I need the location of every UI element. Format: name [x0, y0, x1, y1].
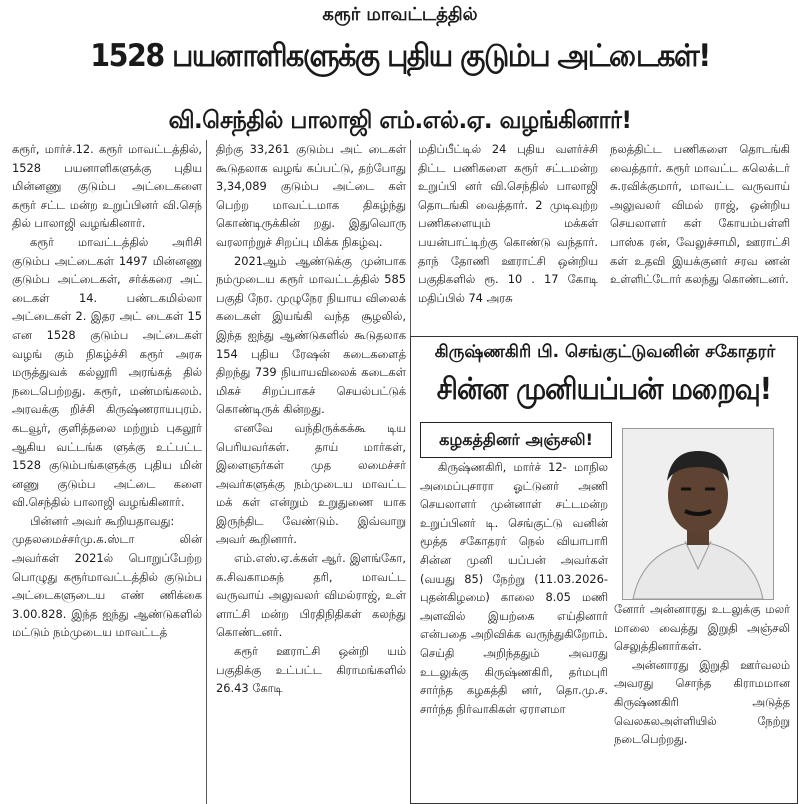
- obituary-subhead: கழகத்தினர் அஞ்சலி!: [420, 422, 612, 458]
- obituary-headline: சின்ன முனியப்பன் மறைவு!: [436, 372, 772, 407]
- kicker: கரூர் மாவட்டத்தில்: [322, 4, 478, 25]
- paragraph: கிருஷ்ணகிரி, மார்ச் 12- மாநில அமைப்புசாரா ஓட்டுனர் அணி செயலாளர் முன்னாள் சட்டமன்ற உறுப்பினர் டி. செங்குட்டு வனின் மூத்த சகோதரர் நெல் வியாபாரி சின்ன முனி யப்பன் அவர்கள் (வயது 85) நேற்று (11.03.2026- புதன்கிழமை) காலை 8.05 மணி அளவில் இயற்கை எய்தினார் என்பதை அறிவிக்க வருந்துகிறோம். செய்தி அறிந்ததும் அவரது உடலுக்கு கிருஷ்ணகிரி, தர்மபுரி சார்ந்த கழகத்தி னர், தொ.மு.ச. சார்ந்த நிர்வாகிகள் ஏராளமா: [420, 460, 608, 716]
- paragraph: பின்னர் அவர் கூறியதாவது:: [30, 513, 175, 528]
- paragraph: னோர் அன்னாரது உடலுக்கு மலர் மாலை வைத்து இறுதி அஞ்சலி செலுத்தினார்கள்.: [614, 602, 790, 654]
- obituary-column-1: [420, 458, 608, 718]
- paragraph: எம்.எஸ்.ஏ.க்கள் ஆர். இளங்கோ, க.சிவகாமசுந் தரி, மாவட்ட வருவாய் அலுவலர் விமல்ராஜ், உள் ளாட்சி மன்ற பிரதிநிதிகள் கலந்து கொண்டனர்.: [216, 551, 406, 640]
- headline: 1528 பயனாளிகளுக்கு புதிய குடும்ப அட்டைகள்!: [90, 38, 710, 74]
- paragraph: திற்கு 33,261 குடும்ப அட் டைகள் கூடுதலாக வழங் கப்பட்டு, தற்போது 3,34,089 குடும்ப அட்டை கள் பெற்ற மாவட்டமாக திகழ்ந்து கொண்டிருக்கின் றது. இதுவொரு வரலாற்றுச் சிறப்பு மிக்க நிகழ்வு.: [216, 142, 406, 249]
- paragraph: எனவே வந்திருக்கக்கூ டிய பெரியவர்கள். தாய் மார்கள், இளைஞர்கள் முத லமைச்சர் அவர்களுக்கு நம்முடைய மாவட்ட மக் கள் என்றும் உறுதுணை யாக இருந்திட வேண்டும். இவ்வாறு அவர் கூறினார்.: [216, 420, 406, 547]
- paragraph: அன்னாரது இறுதி ஊர்வலம் அவரது சொந்த கிராமமான கிருஷ்ணகிரி அடுத்த வெலகலஅள்ளியில் நேற்று நடைபெற்றது.: [614, 657, 790, 747]
- article-column-4: [610, 140, 790, 289]
- obituary-kicker: கிருஷ்ணகிரி பி. செங்குட்டுவனின் சகோதரர்: [434, 342, 776, 362]
- paragraph: கரூர், மார்ச்.12. கரூர் மாவட்டத்தில், 1528 பயனாளிகளுக்கு புதிய மின்னணு குடும்ப அட்டைகளை கரூர் சட்ட மன்ற உறுப்பினர் வி.செந் தில் பாலாஜி வழங்கினார்.: [12, 142, 202, 231]
- paragraph: கரூர் ஊராட்சி ஒன்றி யம் பகுதிக்கு உட்பட்ட கிராமங்களில் 26.43 கோடி: [216, 644, 406, 696]
- paragraph: 2021ஆம் ஆண்டுக்கு முன்பாக நம்முடைய கரூர் மாவட்டத்தில் 585 பகுதி நேர. முழுநேர நியாய விலைக் கடைகள் இயங்கி வந்த சூழலில், இந்த ஐந்து ஆண்டுகளில் கூடுதலாக 154 புதிய ரேஷன் கடைகளைத் திறந்து 739 நியாயவிலைக் கடைகள் மிகச் சிறப்பாகச் செயல்பட்டுக் கொண்டிருக் கின்றது.: [216, 253, 406, 417]
- paragraph: கரூர் மாவட்டத்தில் அரிசி குடும்ப அட்டைகள் 1497 மின்னணு குடும்ப அட்டைகள், சர்க்கரை அட் டைகள் 14. பண்டகமில்லா அட்டைகள் 2. இதர அட் டைகள் 15 என 1528 குடும்ப அட்டைகள் வழங் கும் நிகழ்ச்சி கரூர் அரசு மருத்துவக் கல்லூரி அரங்கத் தில் நடைபெற்றது. கரூர், மண்மங்கலம். அரவக்கு றிச்சி கிருஷ்ணராயபுரம். கடவூர், குளித்தலை மற்றும் புகலூர் ஆகிய வட்டங்க ளுக்கு உட்பட்ட 1528 குடும்பங்களுக்கு புதிய மின் னணு குடும்ப அட்டை களை வி.செந்தில் பாலாஜி வழங்கினார்.: [12, 234, 202, 510]
- article-column-3: [418, 140, 598, 307]
- obituary-column-2: [614, 600, 790, 749]
- paragraph: முதலமைச்சர்மு.க.ஸ்டா லின் அவர்கள் 2021ல் பொறுப்பேற்ற பொழுது கரூர்மாவட்டத்தில் குடும்ப அட்டைகளுடைய எண் ணிக்கை 3.00.828. இந்த ஐந்து ஆண்டுகளில் மட்டும் நம்முடைய மாவட்டத்: [12, 532, 202, 640]
- column-divider: [206, 140, 207, 804]
- paragraph: நலத்திட்ட பணிகளை தொடங்கி வைத்தார். கரூர் மாவட்ட கலெக்டர் சு.ரவிக்குமார், மாவட்ட வருவாய் அலுவலர் விமல் ராஜ், ஒன்றிய செயலாளர் கள் கோயம்பள்ளி பாஸ்க ரன், வேலுச்சாமி, ஊராட்சி கள் உதவி இயக்குனர் சரவ ணன் உள்ளிட்டோர் கலந்து கொண்டனர்.: [610, 142, 790, 287]
- paragraph: மதிப்பீட்டில் 24 புதிய வளர்ச்சி திட்ட பணிகளை கரூர் சட்டமன்ற உறுப்பி னர் வி.செந்தில் பாலாஜி தொடங்கி வைத்தார். 2 முடிவுற்ற பணிகளையும் மக்கள் பயன்பாட்டிற்கு கொண்டு வந்தார். தாந் தோணி ஊராட்சி ஒன்றிய பகுதிகளில் ரூ. 10 . 17 கோடி மதிப்பில் 74 அரசு: [418, 142, 598, 305]
- article-column-1: [12, 140, 202, 642]
- article-column-2: [216, 140, 406, 698]
- portrait-photo: [622, 428, 774, 600]
- subhead: வி.செந்தில் பாலாஜி எம்.எல்.ஏ. வழங்கினார்!: [168, 106, 632, 134]
